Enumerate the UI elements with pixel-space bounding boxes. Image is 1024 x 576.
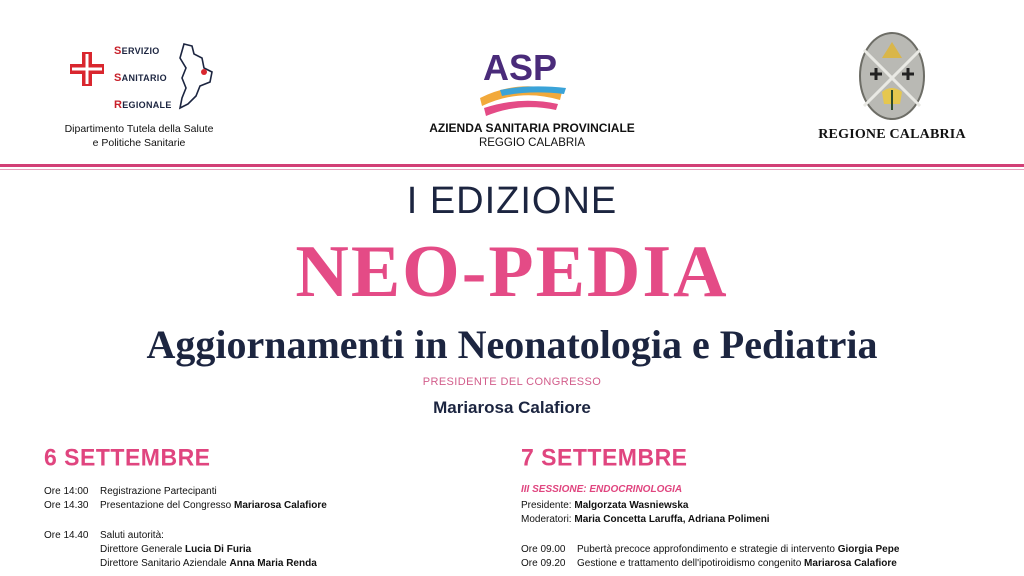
session-title: III SESSIONE: ENDOCRINOLOGIA — [521, 484, 683, 495]
event-subtitle: Aggiornamenti in Neonatologia e Pediatria — [146, 322, 878, 367]
president-label: PRESIDENTE DEL CONGRESSO — [422, 376, 602, 388]
department-caption: Dipartimento Tutela della Salute e Politiche Sanitarie — [64, 123, 214, 149]
header-divider — [0, 164, 1024, 167]
calabria-map-icon — [174, 42, 216, 112]
regione-calabria-crest-icon — [856, 30, 928, 122]
program-item: Ore 14.40 Saluti autorità: — [44, 530, 164, 541]
ssr-wordmark: SERVIZIO SANITARIO REGIONALE — [114, 45, 172, 111]
day1-program — [44, 485, 327, 571]
day2-program — [521, 499, 899, 571]
program-item: Ore 09.00 Pubertà precoce approfondimento e strategie di intervento Giorgia Pepe — [521, 544, 900, 555]
authority-item: Direttore Generale Lucia Di Furia — [100, 544, 252, 555]
header-divider-thin — [0, 169, 1024, 170]
program-item: Ore 14.30 Presentazione del Congresso Mariarosa Calafiore — [44, 500, 327, 511]
asp-city: REGGIO CALABRIA — [478, 137, 586, 149]
svg-text:ASP: ASP — [482, 47, 558, 88]
event-title: NEO-PEDIA — [295, 231, 729, 313]
red-cross-icon — [70, 52, 104, 86]
session-moderators: Moderatori: Maria Concetta Laruffa, Adriana Polimeni — [521, 514, 770, 525]
day1-title: 6 SETTEMBRE — [44, 443, 211, 471]
asp-logo — [470, 40, 570, 120]
servizio-sanitario-regionale-logo — [64, 34, 214, 120]
session-president: Presidente: Malgorzata Wasniewska — [521, 500, 689, 511]
regione-calabria-label: REGIONE CALABRIA — [818, 127, 966, 142]
day2-title: 7 SETTEMBRE — [521, 443, 688, 471]
asp-name: AZIENDA SANITARIA PROVINCIALE — [429, 121, 635, 135]
authority-item: Direttore Sanitario Aziendale Anna Maria Renda — [100, 558, 317, 569]
program-item: Ore 14:00 Registrazione Partecipanti — [44, 486, 217, 497]
edition-label: I EDIZIONE — [406, 180, 618, 222]
president-name: Mariarosa Calafiore — [433, 398, 591, 417]
program-item: Ore 09.20 Gestione e trattamento dell'ipotiroidismo congenito Mariarosa Calafiore — [521, 558, 897, 569]
